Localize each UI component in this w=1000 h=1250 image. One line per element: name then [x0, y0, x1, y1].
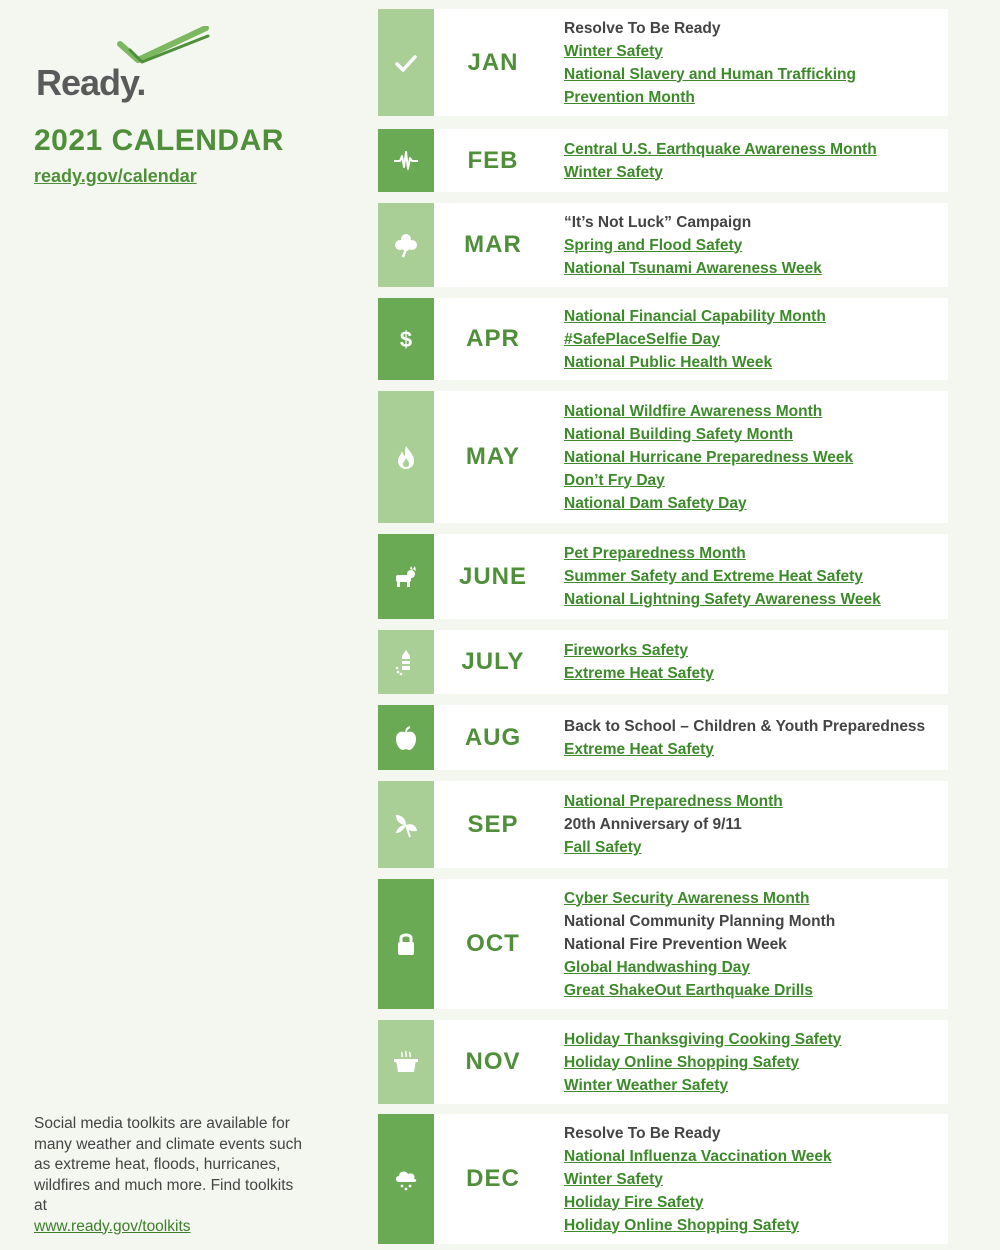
event-link[interactable]: Summer Safety and Extreme Heat Safety [564, 568, 863, 585]
month-icon-cell [378, 1020, 434, 1104]
event-text: Resolve To Be Ready [564, 19, 721, 37]
event-link[interactable]: Winter Safety [564, 42, 663, 60]
month-label: JULY [461, 648, 525, 675]
event-link[interactable]: Fall Safety [564, 839, 642, 856]
event-link[interactable]: Spring and Flood Safety [564, 236, 743, 254]
month-icon-cell [378, 391, 434, 523]
logo-checkmark-icon [116, 26, 212, 66]
month-label: JAN [467, 48, 519, 76]
event-link[interactable]: Extreme Heat Safety [564, 740, 714, 758]
event-list [552, 203, 948, 287]
month-row-apr [378, 298, 948, 380]
month-label: FEB [467, 146, 519, 174]
event-link[interactable]: Holiday Thanksgiving Cooking Safety [564, 1030, 842, 1048]
event-link[interactable]: #SafePlaceSelfie Day [564, 330, 720, 348]
month-label: MAY [465, 443, 521, 470]
left-panel [0, 0, 360, 1250]
event-link[interactable]: National Influenza Vaccination Week [564, 1147, 832, 1165]
month-label: JUNE [458, 562, 528, 590]
event-list [552, 1020, 948, 1104]
padlock-icon [392, 930, 420, 958]
event-link[interactable]: Global Handwashing Day [564, 958, 751, 976]
month-row-aug [378, 705, 948, 770]
dollar-icon [392, 325, 420, 353]
month-icon-cell [378, 630, 434, 694]
event-list [552, 391, 948, 523]
month-row-june [378, 534, 948, 619]
event-list [552, 9, 948, 116]
event-list [552, 129, 948, 192]
month-row-nov [378, 1020, 948, 1104]
toolkits-note [34, 1114, 304, 1237]
checkmark-icon [392, 49, 420, 77]
month-label: AUG [464, 723, 522, 751]
event-text: 20th Anniversary of 9/11 [564, 816, 742, 833]
event-link[interactable]: Prevention Month [564, 88, 695, 106]
event-link[interactable]: Cyber Security Awareness Month [564, 889, 810, 907]
month-row-jan [378, 9, 948, 116]
shamrock-icon [392, 231, 420, 259]
event-link[interactable]: National Building Safety Month [564, 425, 794, 443]
month-icon-cell [378, 203, 434, 287]
month-icon-cell [378, 9, 434, 116]
event-text: Resolve To Be Ready [564, 1124, 721, 1142]
event-list [552, 1114, 948, 1244]
month-label: DEC [466, 1165, 520, 1192]
event-text: “It’s Not Luck” Campaign [564, 213, 752, 231]
event-list [552, 879, 948, 1009]
event-text: National Fire Prevention Week [564, 935, 787, 953]
month-icon-cell [378, 1114, 434, 1244]
event-link[interactable]: Holiday Online Shopping Safety [564, 1216, 800, 1234]
event-link[interactable]: Central U.S. Earthquake Awareness Month [564, 140, 877, 158]
month-icon-cell [378, 705, 434, 770]
snow-cloud-icon [392, 1165, 420, 1193]
toolkits-link[interactable]: www.ready.gov/toolkits [34, 1217, 191, 1235]
event-link[interactable]: National Financial Capability Month [564, 307, 826, 325]
event-link[interactable]: Winter Weather Safety [564, 1076, 729, 1094]
dog-cat-icon [392, 563, 420, 591]
seismograph-icon [392, 147, 420, 175]
event-text: Back to School – Children & Youth Preparedness [564, 717, 926, 735]
calendar-link[interactable]: ready.gov/calendar [34, 166, 197, 186]
event-link[interactable]: Pet Preparedness Month [564, 545, 746, 562]
logo-text: Ready. [36, 62, 146, 103]
apple-icon [392, 724, 420, 752]
event-link[interactable]: Holiday Online Shopping Safety [564, 1053, 800, 1071]
flame-icon [392, 443, 420, 471]
event-link[interactable]: National Preparedness Month [564, 793, 783, 810]
month-row-may [378, 391, 948, 523]
event-list [552, 298, 948, 380]
event-list [552, 534, 948, 619]
event-list [552, 705, 948, 770]
month-label: NOV [465, 1048, 521, 1075]
event-text: National Community Planning Month [564, 912, 836, 930]
event-link[interactable]: Extreme Heat Safety [564, 665, 714, 682]
firework-rocket-icon [392, 648, 420, 676]
month-label: APR [466, 325, 520, 352]
ready-logo [36, 26, 186, 106]
event-link[interactable]: National Wildfire Awareness Month [564, 402, 823, 420]
event-link[interactable]: Winter Safety [564, 163, 663, 181]
event-link[interactable]: National Tsunami Awareness Week [564, 259, 822, 277]
cooking-pot-icon [392, 1048, 420, 1076]
month-icon-cell [378, 129, 434, 192]
month-row-feb [378, 129, 948, 192]
month-row-dec [378, 1114, 948, 1244]
month-icon-cell [378, 298, 434, 380]
event-link[interactable]: National Public Health Week [564, 353, 773, 371]
event-link[interactable]: National Slavery and Human Trafficking [564, 65, 856, 83]
page-title: 2021 CALENDAR [34, 124, 284, 157]
month-row-mar [378, 203, 948, 287]
event-link[interactable]: Don’t Fry Day [564, 471, 665, 489]
month-icon-cell [378, 534, 434, 619]
month-row-july [378, 630, 948, 694]
event-link[interactable]: Winter Safety [564, 1170, 663, 1188]
month-row-oct [378, 879, 948, 1009]
month-row-sep [378, 781, 948, 868]
event-link[interactable]: Fireworks Safety [564, 642, 689, 659]
event-link[interactable]: National Dam Safety Day [564, 494, 747, 512]
event-link[interactable]: Great ShakeOut Earthquake Drills [564, 981, 813, 999]
event-link[interactable]: Holiday Fire Safety [564, 1193, 704, 1211]
month-list [378, 0, 948, 1250]
leaves-icon [392, 811, 420, 839]
month-label: SEP [467, 810, 519, 838]
svg-text:$: $ [399, 327, 413, 352]
event-list [552, 630, 948, 694]
month-icon-cell [378, 879, 434, 1009]
month-icon-cell [378, 781, 434, 868]
event-link[interactable]: National Lightning Safety Awareness Week [564, 591, 881, 608]
month-label: OCT [466, 930, 520, 957]
month-label: MAR [464, 231, 522, 258]
event-link[interactable]: National Hurricane Preparedness Week [564, 448, 854, 466]
toolkits-text: Social media toolkits are available for many weather and climate events such as extreme heat, floods, hurricanes, wildfires and much more. Find toolkits at [34, 1115, 302, 1214]
event-list [552, 781, 948, 868]
